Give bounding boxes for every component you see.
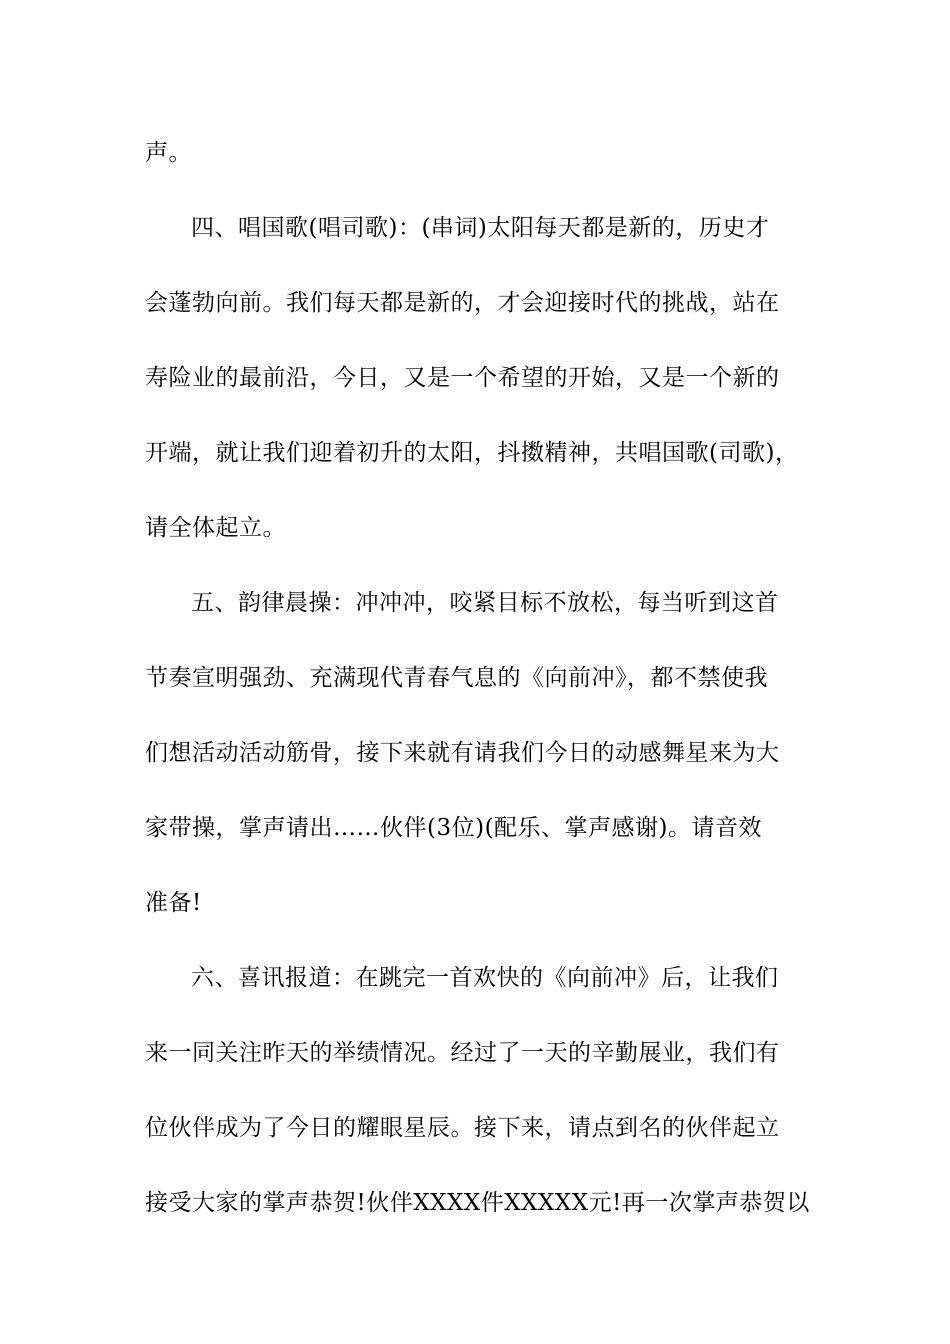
text-line: 会蓬勃向前。我们每天都是新的，才会迎接时代的挑战，站在: [145, 290, 780, 316]
text-line: 寿险业的最前沿，今日，又是一个希望的开始，又是一个新的: [145, 365, 780, 391]
text-line: 开端，就让我们迎着初升的太阳，抖擞精神，共唱国歌(司歌)，: [145, 440, 799, 466]
text-line: 请全体起立。: [145, 515, 286, 541]
text-line: 位伙伴成为了今日的耀眼星辰。接下来，请点到名的伙伴起立: [145, 1115, 780, 1141]
text-line: 准备!: [145, 890, 202, 916]
paragraph-heading-line: 五、韵律晨操：冲冲冲，咬紧目标不放松，每当听到这首: [191, 590, 779, 616]
paragraph-heading-line: 六、喜讯报道：在跳完一首欢快的《向前冲》后，让我们: [191, 965, 779, 991]
text-line: 声。: [145, 140, 192, 166]
text-line: 家带操，掌声请出……伙伴(3位)(配乐、掌声感谢)。请音效: [145, 815, 763, 841]
text-line: 节奏宣明强劲、充满现代青春气息的《向前冲》，都不禁使我: [145, 665, 768, 691]
paragraph-heading-line: 四、唱国歌(唱司歌)：(串词)太阳每天都是新的，历史才: [191, 215, 770, 241]
text-line: 们想活动活动筋骨，接下来就有请我们今日的动感舞星来为大: [145, 740, 780, 766]
text-line: 接受大家的掌声恭贺!伙伴XXXX件XXXXX元!再一次掌声恭贺以: [145, 1190, 810, 1216]
text-line: 来一同关注昨天的举绩情况。经过了一天的辛勤展业，我们有: [145, 1040, 780, 1066]
